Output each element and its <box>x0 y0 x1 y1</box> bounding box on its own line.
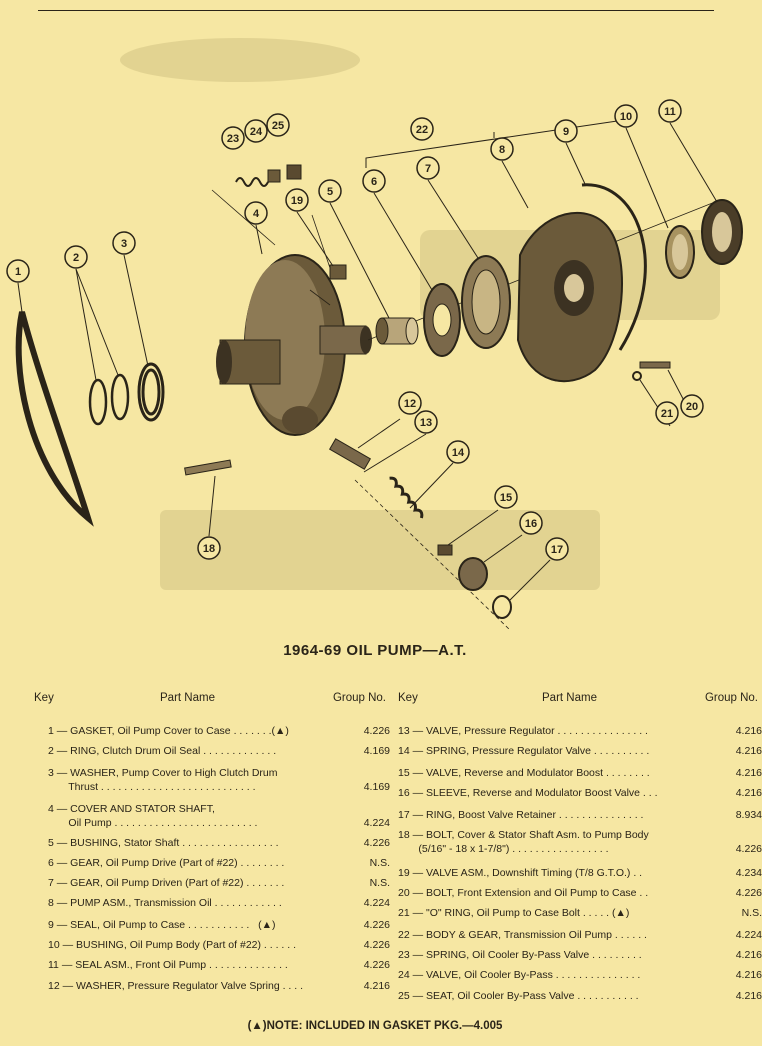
callout-number: 23 <box>226 133 240 145</box>
group-number: 4.224 <box>363 817 390 829</box>
callout-23 <box>222 127 244 149</box>
callout-21 <box>656 402 678 424</box>
cover-bolt-part <box>185 460 232 475</box>
part-description: 6 — GEAR, Oil Pump Drive (Part of #22) . . . . . . . . <box>48 857 285 869</box>
callout-20 <box>681 395 703 417</box>
group-header-left: Group No. <box>332 692 386 704</box>
thrust-washer-part <box>139 364 163 420</box>
callout-8 <box>491 138 513 160</box>
key-header-right: Key <box>398 692 418 704</box>
group-number: 4.216 <box>363 980 390 992</box>
part-name-header-right: Part Name <box>542 692 597 704</box>
callout-number: 3 <box>120 238 128 250</box>
group-number: 8.934 <box>735 809 762 821</box>
part-description: 18 — BOLT, Cover & Stator Shaft Asm. to Pump Body <box>398 829 649 841</box>
part-description: 17 — RING, Boost Valve Retainer . . . . . . . . . . . . . . . <box>398 809 644 821</box>
seal-rings-part <box>90 375 128 424</box>
callout-2 <box>65 246 87 268</box>
callout-5 <box>319 180 341 202</box>
part-description: 13 — VALVE, Pressure Regulator . . . . . . . . . . . . . . . . <box>398 725 648 737</box>
gasket-note: (▲)NOTE: INCLUDED IN GASKET PKG.—4.005 <box>247 1020 503 1032</box>
callout-number: 2 <box>72 252 80 264</box>
gasket-part <box>19 312 88 518</box>
part-description: (5/16" - 18 x 1-7/8") . . . . . . . . . . . . . . . . . <box>398 843 609 855</box>
callout-number: 1 <box>14 266 22 278</box>
part-description: 21 — "O" RING, Oil Pump to Case Bolt . . . . . (▲) <box>398 907 630 919</box>
stator-bushing-part <box>376 318 418 344</box>
group-number: 4.216 <box>735 767 762 779</box>
callout-number: 8 <box>498 144 506 156</box>
group-number: N.S. <box>369 877 390 889</box>
downshift-valve-part <box>330 265 346 279</box>
callout-number: 17 <box>550 544 564 556</box>
part-name-header-left: Part Name <box>160 692 215 704</box>
part-description: 22 — BODY & GEAR, Transmission Oil Pump . . . . . . <box>398 929 647 941</box>
part-description: 1 — GASKET, Oil Pump Cover to Case . . . . . . .(▲) <box>48 725 289 737</box>
part-description: 25 — SEAT, Oil Cooler By-Pass Valve . . . . . . . . . . . <box>398 990 639 1002</box>
callout-7 <box>417 157 439 179</box>
pump-body-part <box>518 213 622 381</box>
part-description: 19 — VALVE ASM., Downshift Timing (T/8 G.T.O.) . . <box>398 867 643 879</box>
callout-6 <box>363 170 385 192</box>
part-description: 15 — VALVE, Reverse and Modulator Boost . . . . . . . . <box>398 767 650 779</box>
callout-number: 19 <box>290 195 304 207</box>
callout-22 <box>411 118 433 140</box>
group-number: 4.216 <box>735 745 762 757</box>
group-number: N.S. <box>741 907 762 919</box>
key-header-left: Key <box>34 692 54 704</box>
group-header-right: Group No. <box>704 692 758 704</box>
callout-number: 24 <box>249 126 263 138</box>
part-description: 24 — VALVE, Oil Cooler By-Pass . . . . . . . . . . . . . . . <box>398 969 641 981</box>
callout-9 <box>555 120 577 142</box>
callout-number: 11 <box>664 106 676 118</box>
callout-24 <box>245 120 267 142</box>
part-description: Thrust . . . . . . . . . . . . . . . . . . . . . . . . . . . <box>48 781 256 793</box>
group-number: 4.226 <box>735 887 762 899</box>
group-number: 4.224 <box>735 929 762 941</box>
group-number: 4.216 <box>735 725 762 737</box>
group-number: 4.226 <box>363 919 390 931</box>
callout-number: 18 <box>202 543 216 555</box>
top-rule <box>38 10 714 11</box>
driven-gear-part <box>462 256 510 348</box>
group-number: 4.226 <box>735 843 762 855</box>
callout-number: 10 <box>619 111 633 123</box>
group-number: 4.226 <box>363 959 390 971</box>
callout-number: 12 <box>403 398 417 410</box>
callout-10 <box>615 105 637 127</box>
drive-gear-part <box>424 284 460 356</box>
part-description: 7 — GEAR, Oil Pump Driven (Part of #22) . . . . . . . <box>48 877 285 889</box>
callout-1 <box>7 260 29 282</box>
group-number: 4.226 <box>363 837 390 849</box>
part-description: Oil Pump . . . . . . . . . . . . . . . . . . . . . . . . . <box>48 817 258 829</box>
group-number: N.S. <box>369 857 390 869</box>
part-description: 20 — BOLT, Front Extension and Oil Pump to Case . . <box>398 887 649 899</box>
bypass-valve-parts <box>236 165 301 186</box>
part-description: 9 — SEAL, Oil Pump to Case . . . . . . . . . . . (▲) <box>48 919 276 931</box>
exploded-diagram <box>0 40 750 620</box>
callout-number: 16 <box>524 518 538 530</box>
group-number: 4.226 <box>363 939 390 951</box>
callout-17 <box>546 538 568 560</box>
callout-number: 5 <box>326 186 334 198</box>
front-seal-part <box>702 200 742 264</box>
group-number: 4.216 <box>735 990 762 1002</box>
extension-bolt-part <box>633 362 670 380</box>
callout-13 <box>415 411 437 433</box>
callout-number: 14 <box>451 447 465 459</box>
part-description: 5 — BUSHING, Stator Shaft . . . . . . . . . . . . . . . . . <box>48 837 279 849</box>
callout-number: 21 <box>660 408 674 420</box>
callout-18 <box>198 537 220 559</box>
callout-12 <box>399 392 421 414</box>
pump-cover-part <box>216 255 372 435</box>
page-title: 1964-69 OIL PUMP—A.T. <box>283 642 467 659</box>
part-description: 23 — SPRING, Oil Cooler By-Pass Valve . . . . . . . . . <box>398 949 642 961</box>
part-description: 8 — PUMP ASM., Transmission Oil . . . . . . . . . . . . <box>48 897 282 909</box>
callout-number: 20 <box>685 401 699 413</box>
part-description: 3 — WASHER, Pump Cover to High Clutch Drum <box>48 767 278 779</box>
group-number: 4.169 <box>363 745 390 757</box>
callout-11 <box>659 100 681 122</box>
callout-number: 6 <box>370 176 378 188</box>
part-description: 16 — SLEEVE, Reverse and Modulator Boost Valve . . . <box>398 787 658 799</box>
callout-number: 25 <box>271 120 285 132</box>
group-number: 4.216 <box>735 787 762 799</box>
group-number: 4.216 <box>735 949 762 961</box>
callout-3 <box>113 232 135 254</box>
callout-number: 22 <box>415 124 429 136</box>
group-number: 4.169 <box>363 781 390 793</box>
callout-number: 13 <box>419 417 433 429</box>
callout-25 <box>267 114 289 136</box>
part-description: 11 — SEAL ASM., Front Oil Pump . . . . . . . . . . . . . . <box>48 959 288 971</box>
callout-14 <box>447 441 469 463</box>
part-description: 4 — COVER AND STATOR SHAFT, <box>48 803 215 815</box>
callout-number: 4 <box>252 208 260 220</box>
pump-body-bushing-part <box>666 226 694 278</box>
part-description: 12 — WASHER, Pressure Regulator Valve Spring . . . . <box>48 980 304 992</box>
callout-4 <box>245 202 267 224</box>
part-description: 14 — SPRING, Pressure Regulator Valve . . . . . . . . . . <box>398 745 650 757</box>
part-description: 2 — RING, Clutch Drum Oil Seal . . . . . . . . . . . . . <box>48 745 277 757</box>
callout-15 <box>495 486 517 508</box>
group-number: 4.234 <box>735 867 762 879</box>
callout-number: 9 <box>562 126 570 138</box>
callout-16 <box>520 512 542 534</box>
group-number: 4.224 <box>363 897 390 909</box>
group-number: 4.216 <box>735 969 762 981</box>
callout-19 <box>286 189 308 211</box>
callout-number: 15 <box>499 492 513 504</box>
callout-number: 7 <box>424 163 432 175</box>
part-description: 10 — BUSHING, Oil Pump Body (Part of #22) . . . . . . <box>48 939 297 951</box>
group-number: 4.226 <box>363 725 390 737</box>
